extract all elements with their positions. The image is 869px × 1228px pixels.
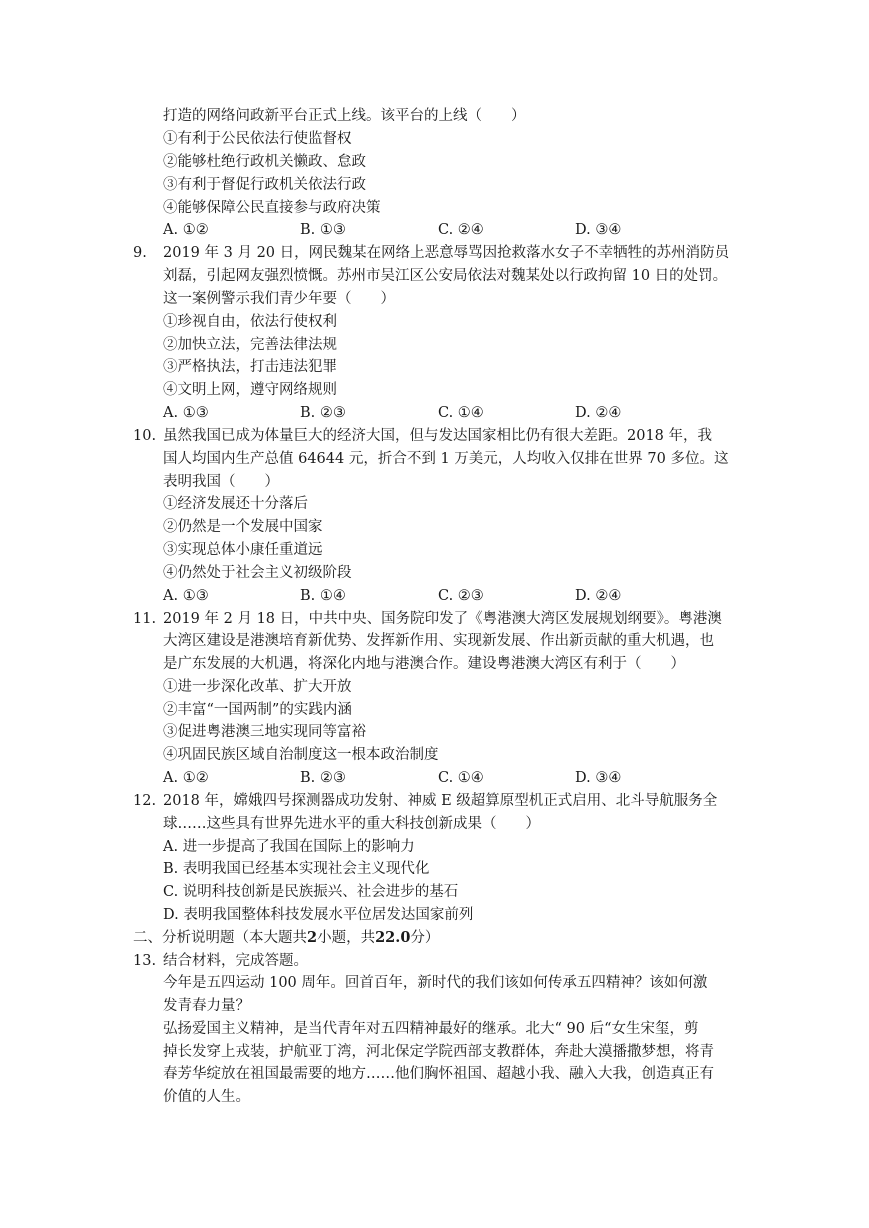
q10-number: 10. [133, 428, 157, 444]
q9-stem-line-2: 刘磊，引起网友强烈愤慨。苏州市吴江区公安局依法对魏某处以行政拘留 10 日的处罚。 [163, 268, 728, 284]
q10-stem-line-2: 国人均国内生产总值 64644 元，折合不到 1 万美元，人均收入仅排在世界 70 多位。这 [163, 451, 729, 467]
q11-option-c: C. ①④ [438, 770, 484, 786]
q11-item-2: ②丰富“一国两制”的实践内涵 [163, 702, 352, 718]
q9-stem-line-1: 2019 年 3 月 20 日，网民魏某在网络上恶意辱骂因抢救落水女子不幸牺牲的苏州消防员 [163, 245, 730, 261]
q13-number: 13. [133, 953, 157, 969]
q12-choice-d: D. 表明我国整体科技发展水平位居发达国家前列 [163, 907, 474, 923]
q12-choice-a: A. 进一步提高了我国在国际上的影响力 [163, 839, 415, 855]
q9-item-4: ④文明上网，遵守网络规则 [163, 382, 337, 398]
q13-para2-line-1: 弘扬爱国主义精神，是当代青年对五四精神最好的继承。北大“ 90 后“女生宋玺，剪 [163, 1021, 699, 1037]
q13-para1-line-1: 今年是五四运动 100 周年。回首百年，新时代的我们该如何传承五四精神？该如何激 [163, 975, 708, 991]
q10-item-1: ①经济发展还十分落后 [163, 496, 308, 512]
q8-option-c: C. ②④ [438, 222, 484, 238]
q8-option-a: A. ①② [163, 222, 209, 238]
q11-number: 11. [133, 611, 157, 627]
q11-option-a: A. ①② [163, 770, 209, 786]
q13-para2-line-4: 价值的人生。 [163, 1089, 250, 1105]
q10-stem-line-3: 表明我国（ ） [163, 474, 279, 490]
q12-choice-b: B. 表明我国已经基本实现社会主义现代化 [163, 861, 430, 877]
q11-item-4: ④巩固民族区域自治制度这一根本政治制度 [163, 747, 439, 763]
q9-option-c: C. ①④ [438, 405, 484, 421]
q9-option-a: A. ①③ [163, 405, 209, 421]
q9-option-b: B. ②③ [300, 405, 346, 421]
q9-item-3: ③严格执法，打击违法犯罪 [163, 359, 337, 375]
q13-para2-line-2: 掉长发穿上戎装，护航亚丁湾，河北保定学院西部支教群体，奔赴大漠播撒梦想，将青 [163, 1044, 714, 1060]
section-2-prefix: 二、分析说明题（本大题共 [133, 930, 307, 946]
q8-option-b: B. ①③ [300, 222, 346, 238]
q11-item-3: ③促进粤港澳三地实现同等富裕 [163, 724, 366, 740]
section-2-mid: 小题，共 [317, 930, 376, 946]
q11-stem-line-3: 是广东发展的大机遇，将深化内地与港澳合作。建设粤港澳大湾区有利于（ ） [163, 656, 685, 672]
q9-item-1: ①珍视自由，依法行使权利 [163, 314, 337, 330]
q10-option-d: D. ②④ [575, 588, 622, 604]
q12-stem-line-2: 球……这些具有世界先进水平的重大科技创新成果（ ） [163, 816, 540, 832]
q9-stem-line-3: 这一案例警示我们青少年要（ ） [163, 291, 395, 307]
q11-option-d: D. ③④ [575, 770, 622, 786]
q9-number: 9. [133, 245, 147, 261]
q8-stem-tail: 打造的网络问政新平台正式上线。该平台的上线（ ） [163, 108, 526, 124]
q10-option-a: A. ①③ [163, 588, 209, 604]
q12-choice-c: C. 说明科技创新是民族振兴、社会进步的基石 [163, 884, 459, 900]
q13-para2-line-3: 春芳华绽放在祖国最需要的地方……他们胸怀祖国、超越小我、融入大我，创造真正有 [163, 1066, 714, 1082]
q10-stem-line-1: 虽然我国已成为体量巨大的经济大国，但与发达国家相比仍有很大差距。2018 年，我 [163, 428, 713, 444]
q11-option-b: B. ②③ [300, 770, 346, 786]
q12-number: 12. [133, 793, 157, 809]
q13-instruction: 结合材料，完成答题。 [163, 953, 308, 969]
q11-item-1: ①进一步深化改革、扩大开放 [163, 679, 352, 695]
section-2-heading [133, 928, 439, 948]
q10-option-c: C. ②③ [438, 588, 484, 604]
q8-option-d: D. ③④ [575, 222, 622, 238]
q10-item-4: ④仍然处于社会主义初级阶段 [163, 565, 352, 581]
q9-option-d: D. ②④ [575, 405, 622, 421]
q10-option-b: B. ①④ [300, 588, 346, 604]
section-2-score: 22.0 [375, 929, 411, 946]
section-2-suffix: 分） [410, 930, 440, 946]
q11-stem-line-2: 大湾区建设是港澳培育新优势、发挥新作用、实现新发展、作出新贡献的重大机遇，也 [163, 633, 714, 649]
q10-item-2: ②仍然是一个发展中国家 [163, 519, 323, 535]
q8-item-3: ③有利于督促行政机关依法行政 [163, 177, 366, 193]
q8-item-2: ②能够杜绝行政机关懒政、怠政 [163, 154, 366, 170]
q10-item-3: ③实现总体小康任重道远 [163, 542, 323, 558]
q8-item-1: ①有利于公民依法行使监督权 [163, 131, 352, 147]
q11-stem-line-1: 2019 年 2 月 18 日，中共中央、国务院印发了《粤港澳大湾区发展规划纲要》。粤港澳 [163, 611, 722, 627]
section-2-count: 2 [307, 929, 318, 946]
q13-para1-line-2: 发青春力量？ [163, 998, 250, 1014]
q12-stem-line-1: 2018 年，嫦娥四号探测器成功发射、神威 E 级超算原型机正式启用、北斗导航服务全 [163, 793, 718, 809]
q8-item-4: ④能够保障公民直接参与政府决策 [163, 200, 381, 216]
q9-item-2: ②加快立法，完善法律法规 [163, 337, 337, 353]
